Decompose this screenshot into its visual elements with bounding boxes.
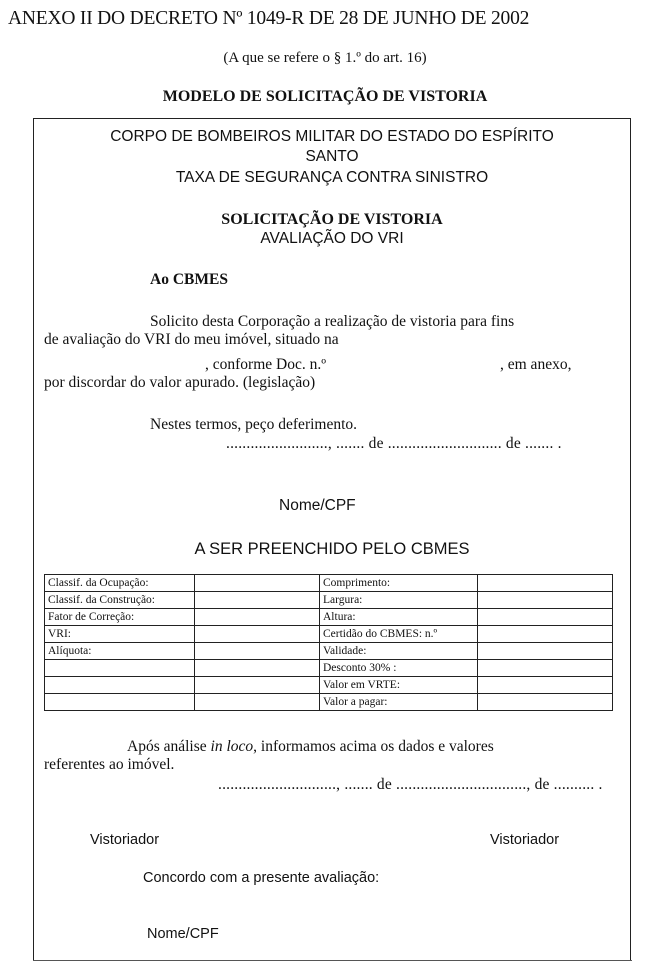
form-frame-bottom <box>33 960 632 961</box>
left-value-cell[interactable] <box>195 592 320 609</box>
request-title: SOLICITAÇÃO DE VISTORIA <box>221 211 443 228</box>
left-label-cell: Classif. da Ocupação: <box>45 575 195 592</box>
annex-title: ANEXO II DO DECRETO Nº 1049-R DE 28 DE JUNHO DE 2002 <box>8 8 530 29</box>
left-value-cell[interactable] <box>195 575 320 592</box>
request-body-line-2: de avaliação do VRI do meu imóvel, situado na <box>44 331 339 348</box>
request-body-line-1: Solicito desta Corporação a realização de vistoria para fins <box>150 313 515 330</box>
analysis-text-line-2: referentes ao imóvel. <box>44 756 175 773</box>
date-line: ........................., ....... de ............................ de ....... . <box>226 435 562 452</box>
organization-line-1: CORPO DE BOMBEIROS MILITAR DO ESTADO DO ESPÍRITO <box>110 128 554 145</box>
table-row <box>45 677 613 694</box>
analysis-suffix: , informamos acima os dados e valores <box>253 738 494 755</box>
table-row <box>45 609 613 626</box>
table-row <box>45 643 613 660</box>
left-label-cell: Alíquota: <box>45 643 195 660</box>
model-title: MODELO DE SOLICITAÇÃO DE VISTORIA <box>162 88 488 105</box>
right-value-cell[interactable] <box>478 609 613 626</box>
closing-phrase: Nestes termos, peço deferimento. <box>150 416 358 433</box>
tax-title: TAXA DE SEGURANÇA CONTRA SINISTRO <box>175 169 489 186</box>
left-label-cell <box>45 677 195 694</box>
right-value-cell[interactable] <box>478 592 613 609</box>
left-label-cell <box>45 660 195 677</box>
left-value-cell[interactable] <box>195 609 320 626</box>
analysis-text-line-1 <box>127 738 605 756</box>
left-value-cell[interactable] <box>195 643 320 660</box>
left-label-cell <box>45 694 195 711</box>
right-label-cell: Altura: <box>320 609 478 626</box>
right-label-cell: Largura: <box>320 592 478 609</box>
organization-line-2: SANTO <box>305 148 359 165</box>
footer-date-line: ............................., ....... de ................................, de .......... . <box>218 776 603 793</box>
request-body-line-4: por discordar do valor apurado. (legislação) <box>44 374 316 391</box>
table-row <box>45 592 613 609</box>
applicant-signature-label: Nome/CPF <box>279 497 356 514</box>
right-label-cell: Valor a pagar: <box>320 694 478 711</box>
owner-signature-label: Nome/CPF <box>147 926 219 942</box>
agreement-text: Concordo com a presente avaliação: <box>143 870 380 886</box>
right-value-cell[interactable] <box>478 643 613 660</box>
right-label-cell: Comprimento: <box>320 575 478 592</box>
request-subtitle: AVALIAÇÃO DO VRI <box>260 230 404 247</box>
right-label-cell: Validade: <box>320 643 478 660</box>
left-label-cell: VRI: <box>45 626 195 643</box>
right-label-cell: Valor em VRTE: <box>320 677 478 694</box>
inspection-table <box>44 574 613 711</box>
left-value-cell[interactable] <box>195 660 320 677</box>
right-value-cell[interactable] <box>478 660 613 677</box>
right-label-cell: Desconto 30% : <box>320 660 478 677</box>
left-value-cell[interactable] <box>195 677 320 694</box>
right-value-cell[interactable] <box>478 575 613 592</box>
left-value-cell[interactable] <box>195 626 320 643</box>
right-label-cell: Certidão do CBMES: n.º <box>320 626 478 643</box>
article-reference: (A que se refere o § 1.º do art. 16) <box>223 50 427 66</box>
analysis-prefix: Após análise <box>127 738 211 755</box>
addressee: Ao CBMES <box>150 271 228 288</box>
table-row <box>45 694 613 711</box>
attachment-label: , em anexo, <box>500 356 572 373</box>
left-value-cell[interactable] <box>195 694 320 711</box>
inspector-left-label: Vistoriador <box>90 832 160 848</box>
right-value-cell[interactable] <box>478 626 613 643</box>
left-label-cell: Classif. da Construção: <box>45 592 195 609</box>
inspector-right-label: Vistoriador <box>490 832 560 848</box>
document-number-label: , conforme Doc. n.º <box>205 356 327 373</box>
section-title: A SER PREENCHIDO PELO CBMES <box>194 540 470 558</box>
in-loco: in loco <box>210 738 254 755</box>
right-value-cell[interactable] <box>478 694 613 711</box>
table-row <box>45 575 613 592</box>
left-label-cell: Fator de Correção: <box>45 609 195 626</box>
table-row <box>45 626 613 643</box>
table-row <box>45 660 613 677</box>
right-value-cell[interactable] <box>478 677 613 694</box>
